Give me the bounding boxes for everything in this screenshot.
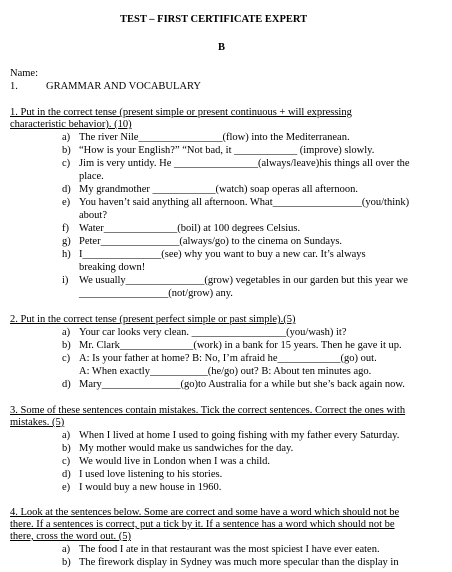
item-label: b)	[62, 145, 71, 156]
exercise-1-item: You haven’t said anything all afternoon. What_________________(you/think)	[79, 197, 410, 208]
exercise-1-item: The river Nile________________(flow) into the Mediterranean.	[79, 132, 350, 143]
item-label: c)	[62, 353, 71, 364]
exercise-1-instruction: 1. Put in the correct tense (present simple or present continuous + will expressing	[10, 107, 352, 118]
exercise-1-item-continued: _________________(not/grow) any.	[79, 288, 233, 299]
exercise-3-item: We would live in London when I was a child.	[79, 456, 271, 467]
item-label: f)	[62, 223, 69, 234]
item-label: b)	[62, 340, 71, 351]
exercise-3-item: When I lived at home I used to going fishing with my father every Saturday.	[79, 430, 400, 441]
item-label: e)	[62, 197, 71, 208]
item-label: b)	[62, 557, 71, 568]
item-label: a)	[62, 544, 71, 555]
test-title: TEST – FIRST CERTIFICATE EXPERT	[120, 14, 308, 25]
exercise-3-instruction: mistakes. (5)	[10, 417, 65, 428]
item-label: b)	[62, 443, 71, 454]
exercise-2-item: Mary_______________(go)to Australia for a while but she’s back again now.	[79, 379, 405, 390]
item-label: i)	[62, 275, 69, 286]
exercise-2-item: Your car looks very clean. __________________(you/wash) it?	[79, 327, 347, 338]
item-label: g)	[62, 236, 71, 247]
item-label: c)	[62, 456, 71, 467]
exercise-1-item: Jim is very untidy. He ________________(always/leave)his things all over the	[79, 158, 410, 169]
item-label: d)	[62, 379, 71, 390]
exercise-2-item-continued: A: When exactly___________(he/go) out? B: About ten minutes ago.	[79, 366, 372, 377]
exercise-3-item: My mother would make us sandwiches for the day.	[79, 443, 294, 454]
item-label: c)	[62, 158, 71, 169]
item-label: h)	[62, 249, 71, 260]
exercise-2-instruction: 2. Put in the correct tense (present perfect simple or past simple).(5)	[10, 314, 296, 325]
exercise-4-item: The firework display in Sydney was much more specular than the display in	[79, 557, 399, 568]
exercise-1-item: I_______________(see) why you want to buy a new car. It’s always	[79, 249, 366, 260]
exercise-1-item: “How is your English?” “Not bad, it ____________ (improve) slowly.	[79, 145, 375, 156]
exercise-1-item: We usually_______________(grow) vegetables in our garden but this year we	[79, 275, 408, 286]
exercise-1-instruction: characteristic behavior). (10)	[10, 119, 132, 130]
exercise-3-instruction: 3. Some of these sentences contain mistakes. Tick the correct sentences. Correct the ones with	[10, 405, 406, 416]
item-label: e)	[62, 482, 71, 493]
exercise-2-item: Mr. Clark______________(work) in a bank for 15 years. Then he gave it up.	[79, 340, 402, 351]
test-variant: B	[218, 42, 226, 53]
exercise-4-instruction: there, cross the word out. (5)	[10, 531, 132, 542]
exercise-2-item: A: Is your father at home? B: No, I’m afraid he____________(go) out.	[79, 353, 377, 364]
exercise-1-item: My grandmother ____________(watch) soap operas all afternoon.	[79, 184, 359, 195]
item-label: a)	[62, 132, 71, 143]
exercise-4-item: The food I ate in that restaurant was the most spiciest I have ever eaten.	[79, 544, 380, 555]
exercise-1-item-continued: place.	[79, 171, 104, 182]
exercise-1-item-continued: breaking down!	[79, 262, 146, 273]
exercise-1-item-continued: about?	[79, 210, 107, 221]
exercise-3-item: I used love listening to his stories.	[79, 469, 223, 480]
exercise-1-item: Water______________(boil) at 100 degrees Celsius.	[79, 223, 301, 234]
item-label: a)	[62, 430, 71, 441]
exercise-4-instruction: 4. Look at the sentences below. Some are correct and some have a word which should not be	[10, 507, 400, 518]
exercise-3-item: I would buy a new house in 1960.	[79, 482, 222, 493]
section-title: GRAMMAR AND VOCABULARY	[46, 81, 201, 92]
exercise-1-item: Peter_______________(always/go) to the cinema on Sundays.	[79, 236, 343, 247]
name-label: Name:	[10, 68, 38, 79]
item-label: a)	[62, 327, 71, 338]
item-label: d)	[62, 184, 71, 195]
exercise-4-instruction: there. If a sentences is correct, put a tick by it. If a sentence has a word which should not be	[10, 519, 395, 530]
section-number: 1.	[10, 81, 18, 92]
item-label: d)	[62, 469, 71, 480]
